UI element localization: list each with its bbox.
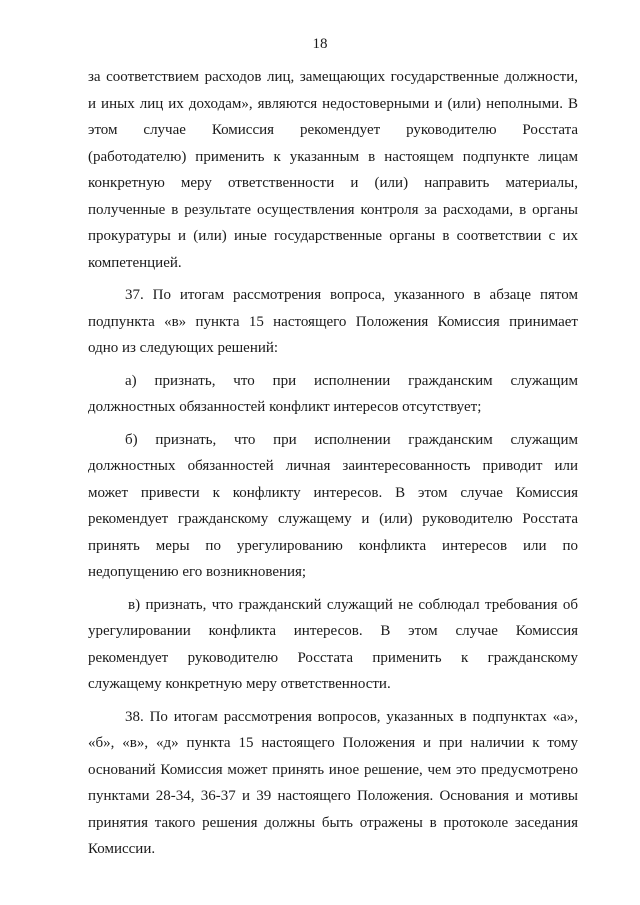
text-line: служащему конкретную меру ответственности.: [88, 676, 391, 692]
text-line: принять меры по урегулированию конфликта интересов или по: [88, 537, 578, 554]
text-line: в) признать, что гражданский служащий не соблюдал требования об: [128, 596, 578, 613]
text-line: должностных обязанностей конфликт интересов отсутствует;: [88, 399, 482, 415]
subparagraph-v: [88, 592, 578, 698]
text-line: а) признать, что при исполнении гражданским служащим: [125, 372, 578, 389]
text-line: рекомендует руководителю Росстата применить к гражданскому: [88, 649, 578, 666]
subparagraph-a: [88, 368, 578, 421]
text-line: полученные в результате осуществления контроля за расходами, в органы: [88, 201, 578, 218]
text-line: оснований Комиссия может принять иное решение, чем это предусмотрено: [88, 761, 578, 778]
text-line: пунктами 28-34, 36-37 и 39 настоящего Положения. Основания и мотивы: [88, 788, 578, 804]
text-line: принятия такого решения должны быть отражены в протоколе заседания: [88, 814, 578, 831]
page-number: 18: [312, 36, 328, 52]
text-line: и иных лиц их доходам», являются недостоверными и (или) неполными. В: [88, 95, 578, 112]
text-line: конкретную меру ответственности и (или) направить материалы,: [88, 175, 578, 191]
text-line: (работодателю) применить к указанным в настоящем подпункте лицам: [88, 148, 578, 165]
paragraph-continuation: [88, 64, 578, 276]
subparagraph-b: [88, 427, 578, 586]
text-line: Комиссии.: [88, 841, 156, 857]
text-line: б) признать, что при исполнении гражданским служащим: [125, 431, 578, 448]
text-line: одно из следующих решений:: [88, 340, 279, 356]
text-line: должностных обязанностей личная заинтересованность приводит или: [88, 458, 578, 474]
document-body: [88, 64, 578, 863]
text-line: может привести к конфликту интересов. В этом случае Комиссия: [88, 484, 578, 501]
text-line: за соответствием расходов лиц, замещающих государственные должности,: [88, 69, 578, 85]
text-line: недопущению его возникновения;: [88, 564, 307, 580]
text-line: 38. По итогам рассмотрения вопросов, указанных в подпунктах «а»,: [125, 708, 578, 725]
text-line: 37. По итогам рассмотрения вопроса, указанного в абзаце пятом: [125, 287, 578, 303]
paragraph-37: [88, 282, 578, 362]
text-line: «б», «в», «д» пункта 15 настоящего Положения и при наличии к тому: [88, 735, 578, 751]
text-line: прокуратуры и (или) иные государственные органы в соответствии с их: [88, 228, 578, 244]
text-line: этом случае Комиссия рекомендует руководителю Росстата: [88, 122, 578, 138]
paragraph-38: [88, 704, 578, 863]
text-line: урегулировании конфликта интересов. В этом случае Комиссия: [88, 623, 578, 639]
text-line: подпункта «в» пункта 15 настоящего Положения Комиссия принимает: [88, 313, 578, 330]
text-line: компетенцией.: [88, 254, 182, 271]
text-line: рекомендует гражданскому служащему и (или) руководителю Росстата: [88, 511, 578, 527]
